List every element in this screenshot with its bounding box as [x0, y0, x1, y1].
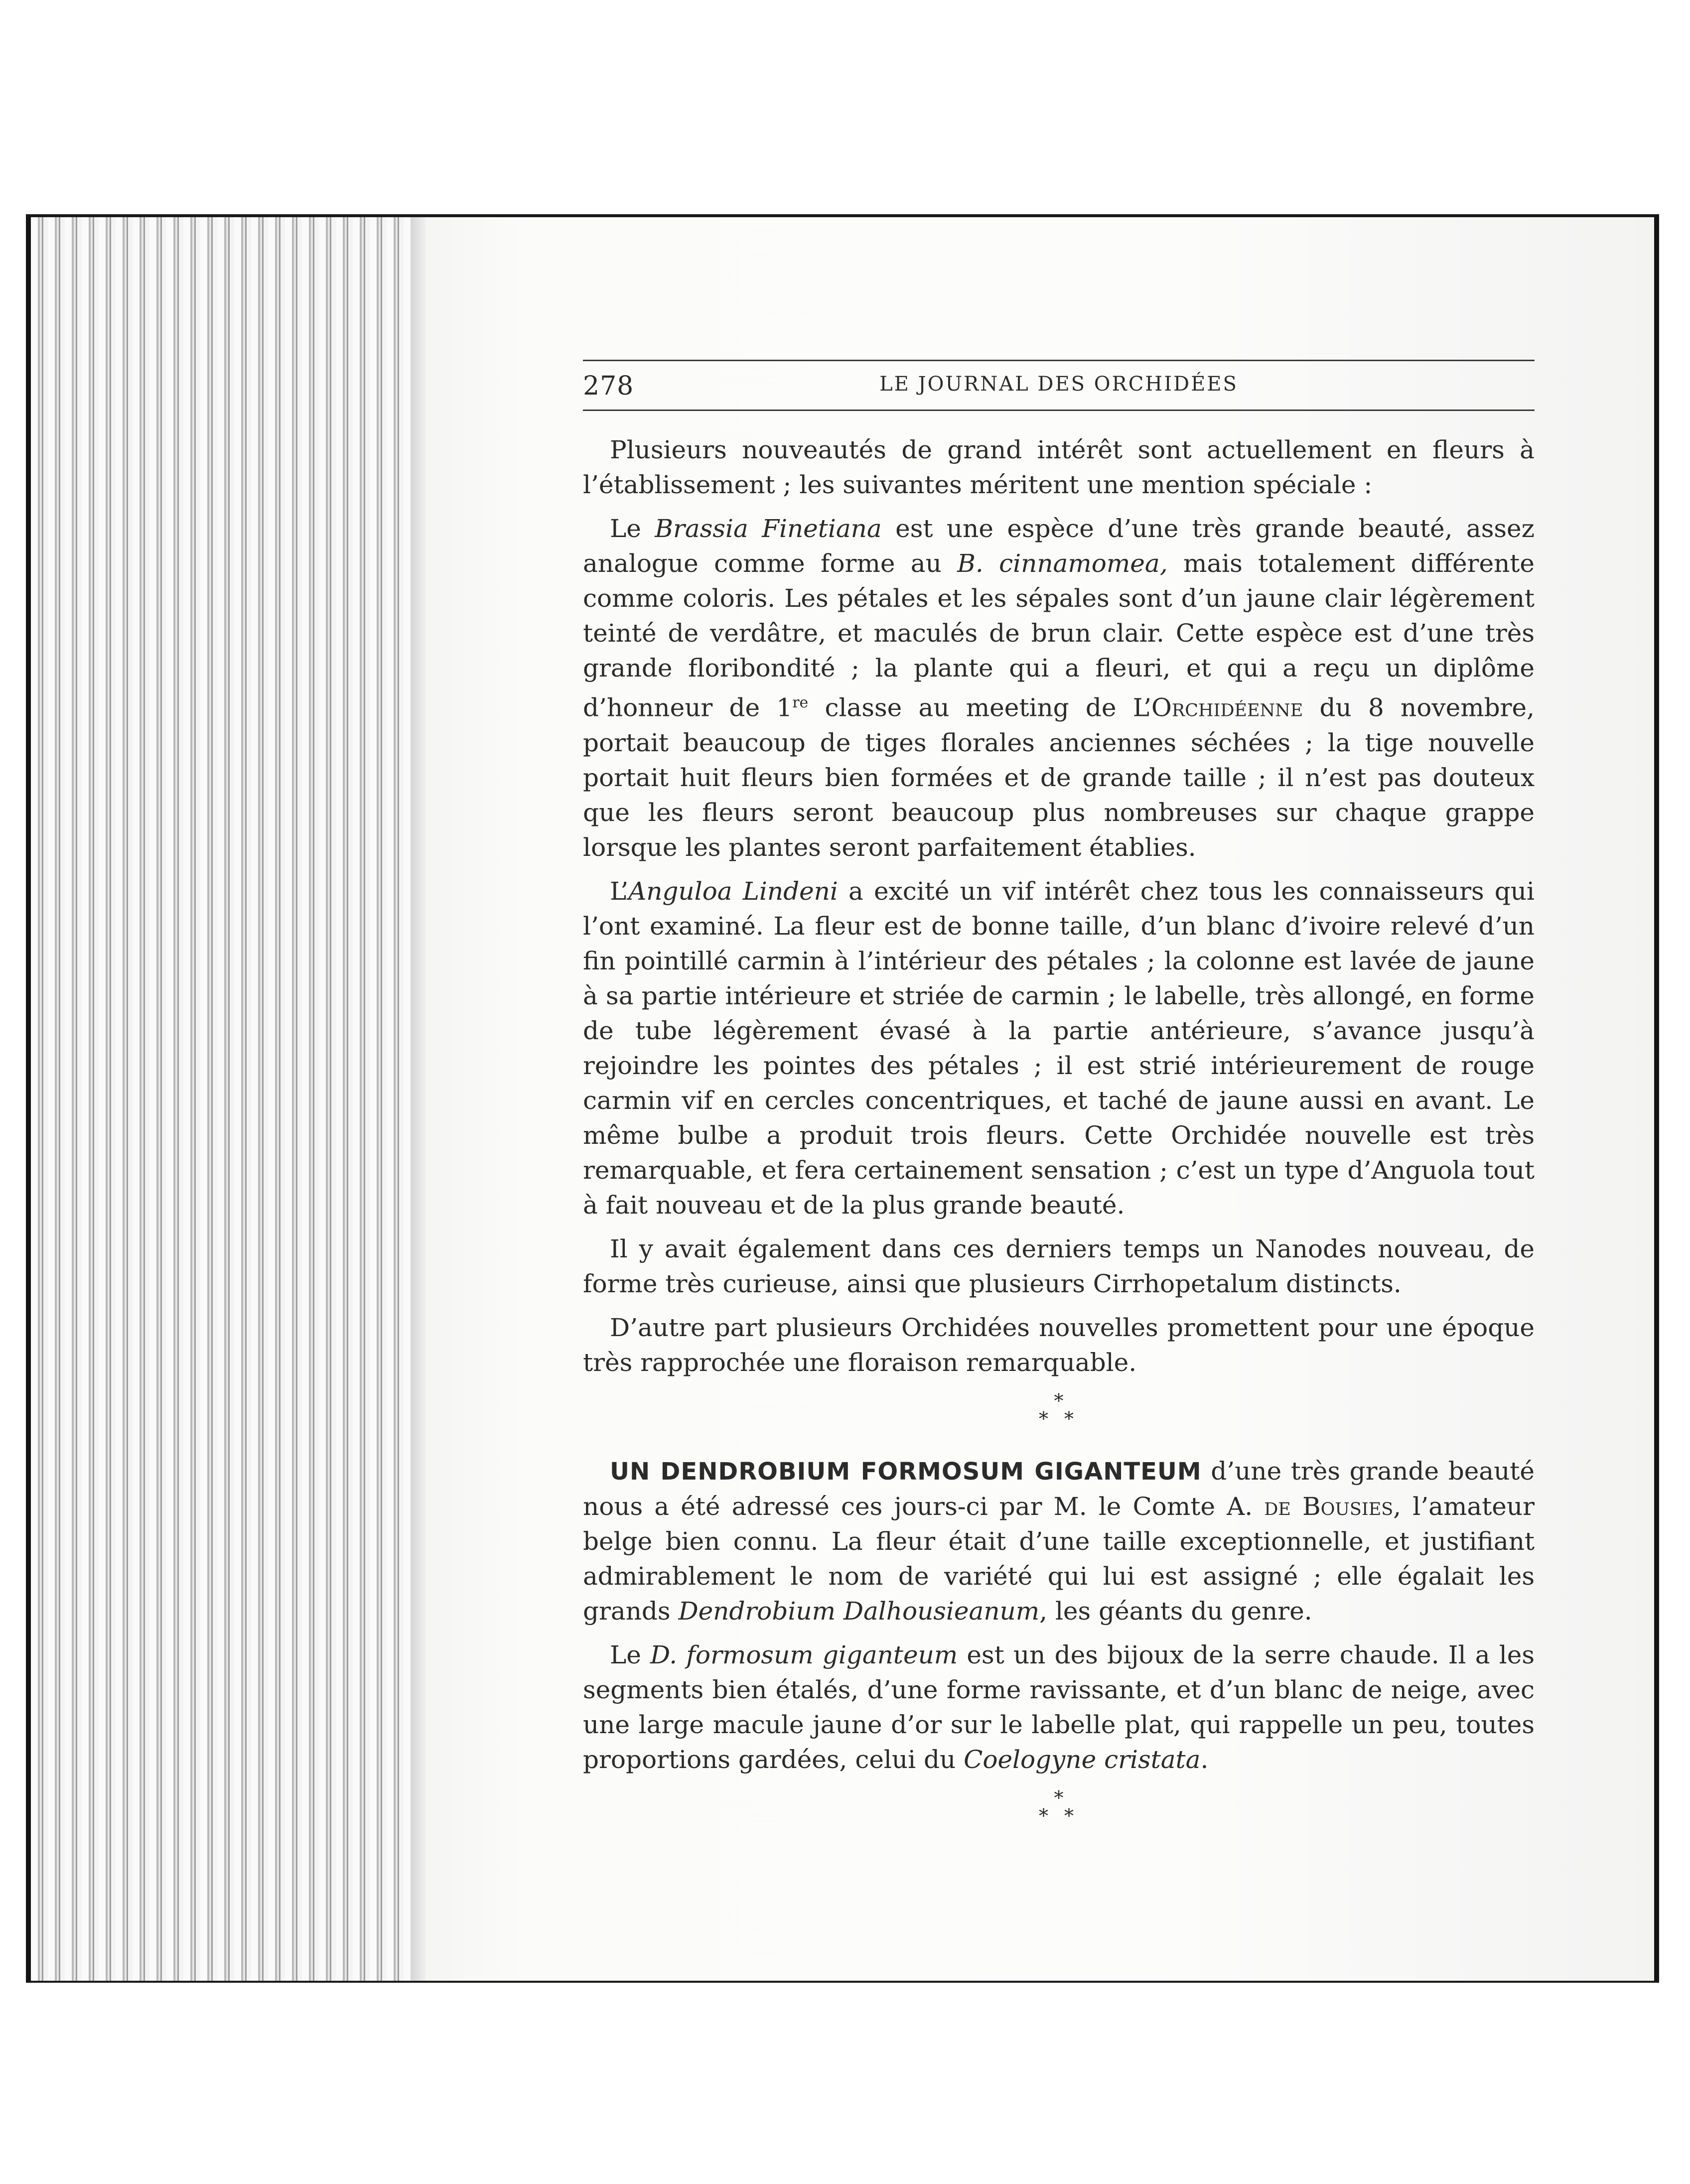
- species-name: Anguloa Lindeni: [628, 876, 838, 906]
- species-name: B. cinnamomea,: [957, 549, 1168, 578]
- paragraph-dendrobium: UN DENDROBIUM FORMOSUM GIGANTEUM d’une très grande beauté nous a été adressé ces jours-ci par M. le Comte A. de Bousies, l’amateur belge bien connu. La fleur était d’une taille exceptionnelle, et justifiant admirablement le nom de variété qui lui est assigné ; elle égalait les grands Dendrobium Dalhousieanum, les géants du genre.: [583, 1456, 1535, 1626]
- species-name: D. formosum giganteum: [650, 1640, 958, 1669]
- society-name: L’Orchidéenne: [1132, 693, 1303, 722]
- species-name: Dendrobium Dalhousieanum: [678, 1596, 1040, 1626]
- page-edges: [31, 217, 425, 1981]
- species-name: Coelogyne cristata: [964, 1745, 1201, 1774]
- article-body: [583, 432, 1535, 1851]
- asterism-divider-end: * * *: [1038, 1786, 1079, 1827]
- paragraph-new-arrivals: Plusieurs nouveautés de grand intérêt sont actuellement en fleurs à l’établissement ; les suivantes méritent une mention spéciale :: [583, 435, 1535, 499]
- page-number: 278: [583, 371, 634, 401]
- paragraph-formosum: Le D. formosum giganteum est un des bijoux de la serre chaude. Il a les segments bien étalés, d’une forme ravissante, et d’un blanc de neige, avec une large macule jaune d’or sur le labelle plat, qui rappelle un peu, toutes proportions gardées, celui du Coelogyne cristata.: [583, 1640, 1535, 1774]
- species-name: Brassia Finetiana: [655, 514, 882, 543]
- running-title: LE JOURNAL DES ORCHIDÉES: [879, 373, 1238, 396]
- header-rule-bottom: [583, 410, 1535, 411]
- paragraph-nanodes: Il y avait également dans ces derniers temps un Nanodes nouveau, de forme très curieuse, ainsi que plusieurs Cirrhopetalum distincts.: [583, 1234, 1535, 1298]
- person-name: de Bousies: [1264, 1492, 1394, 1521]
- section-headline: UN DENDROBIUM FORMOSUM GIGANTEUM: [610, 1457, 1202, 1486]
- paragraph-brassia: Le Brassia Finetiana est une espèce d’une très grande beauté, assez analogue comme forme au B. cinnamomea, mais totalement différente comme coloris. Les pétales et les sépales sont d’un jaune clair légèrement teinté de verdâtre, et maculés de brun clair. Cette espèce est d’une très grande floribondité ; la plante qui a fleuri, et qui a reçu un diplôme d’honneur de 1re classe au meeting de L’Orchidéenne du 8 novembre, portait beaucoup de tiges florales anciennes séchées ; la tige nouvelle portait huit fleurs bien formées et de grande taille ; il n’est pas douteux que les fleurs seront beaucoup plus nombreuses sur chaque grappe lorsque les plantes seront parfaitement établies.: [583, 514, 1535, 862]
- asterism-divider: * * *: [1038, 1389, 1079, 1430]
- paragraph-upcoming: D’autre part plusieurs Orchidées nouvelles promettent pour une époque très rapprochée une floraison remarquable.: [583, 1313, 1535, 1377]
- header-rule-top: [583, 360, 1535, 361]
- paragraph-anguloa: L’Anguloa Lindeni a excité un vif intérêt chez tous les connaisseurs qui l’ont examiné. La fleur est de bonne taille, d’un blanc d’ivoire relevé d’un fin pointillé carmin à l’intérieur des pétales ; la colonne est lavée de jaune à sa partie intérieure et striée de carmin ; le labelle, très allongé, en forme de tube légèrement évasé à la partie antérieure, s’avance jusqu’à rejoindre les pointes des pétales ; il est strié intérieurement de rouge carmin vif en cercles concentriques, et taché de jaune aussi en avant. Le même bulbe a produit trois fleurs. Cette Orchidée nouvelle est très remarquable, et fera certainement sensation ; c’est un type d’Anguola tout à fait nouveau et de la plus grande beauté.: [583, 876, 1535, 1220]
